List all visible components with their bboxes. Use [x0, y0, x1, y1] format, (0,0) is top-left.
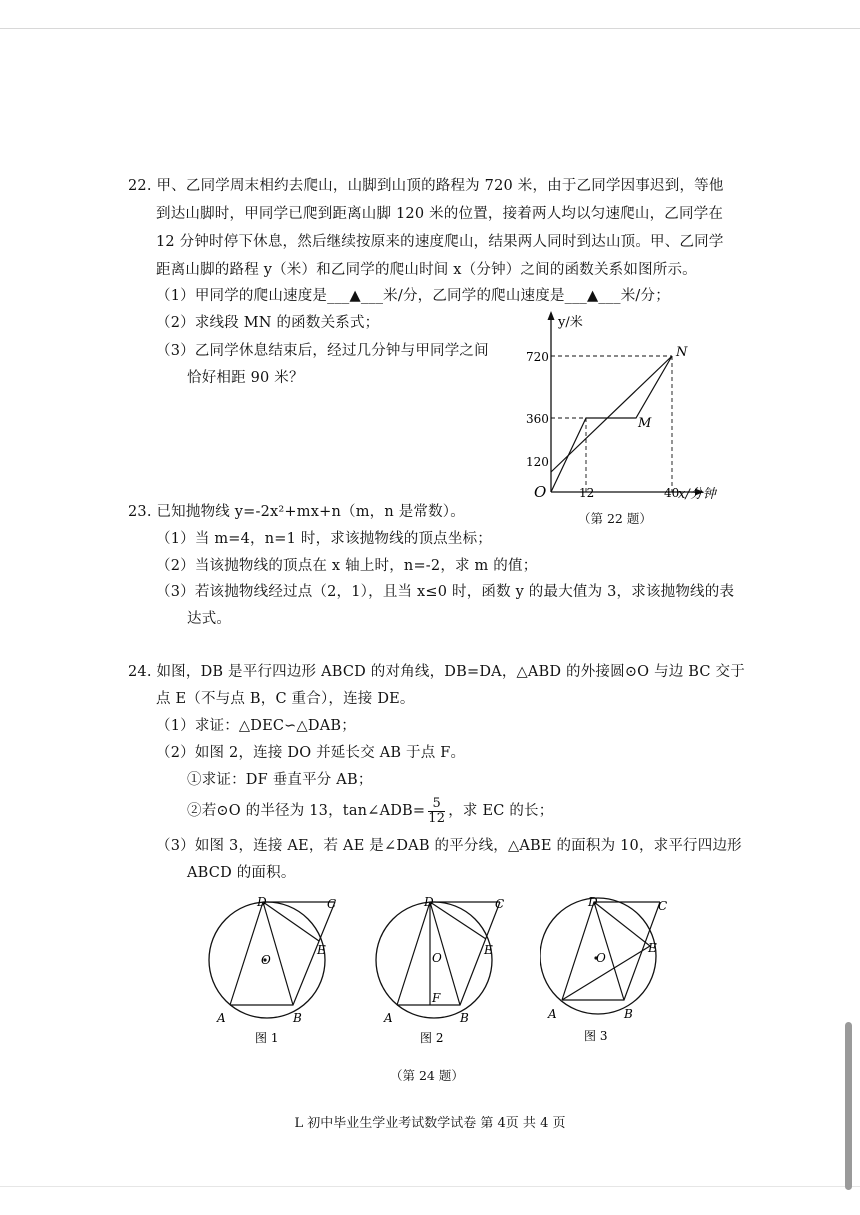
- point-N-label: N: [676, 345, 688, 360]
- fig1-label-E: E: [317, 943, 326, 957]
- fig3-label-B: B: [624, 1007, 633, 1021]
- q24-part-2-ii-tail: ，求 EC 的长；: [448, 803, 554, 819]
- fig2-label-C: C: [495, 897, 505, 911]
- q23-line-1: 23. 已知抛物线 y=-2x²+mx+n（m，n 是常数）。: [128, 504, 465, 520]
- fig3-label-E: E: [648, 941, 657, 955]
- point-M-label: M: [638, 416, 652, 431]
- x-axis-label: x/分钟: [678, 487, 716, 501]
- y-axis-label: y/米: [558, 315, 583, 330]
- q23-part-3: （3）若该抛物线经过点（2，1），且当 x≤0 时，函数 y 的最大值为 3，求该抛物线的表: [156, 584, 735, 600]
- q24-figure-1: [205, 890, 355, 1050]
- q24-part-2: （2）如图 2，连接 DO 并延长交 AB 于点 F。: [156, 745, 466, 761]
- fig2-label-E: E: [484, 943, 493, 957]
- q24-line-1: 24. 如图，DB 是平行四边形 ABCD 的对角线，DB=DA，△ABD 的外接圆⊙O 与边 BC 交于: [128, 664, 745, 680]
- origin-label: O: [534, 483, 547, 501]
- q22-part-3-cont: 恰好相距 90 米？: [187, 370, 304, 386]
- tan-fraction: [428, 797, 445, 826]
- page-footer: L 初中毕业生学业考试数学试卷 第 4页 共 4 页: [294, 1116, 566, 1131]
- q22-line-4: 距离山脚的路程 y（米）和乙同学的爬山时间 x（分钟）之间的函数关系如图所示。: [156, 262, 697, 278]
- q22-line-3: 12 分钟时停下休息，然后继续按原来的速度爬山，结果两人同时到达山顶。甲、乙同学: [156, 234, 724, 250]
- q24-part-2-ii: [187, 795, 553, 827]
- y-tick-120: 120: [526, 455, 549, 469]
- scrollbar-thumb[interactable]: [845, 1022, 852, 1190]
- q24-line-2: 点 E（不与点 B，C 重合），连接 DE。: [156, 691, 415, 707]
- fig3-label-D: D: [588, 895, 598, 909]
- q22-figure-caption: （第 22 题）: [578, 511, 652, 526]
- q23-part-3-cont: 达式。: [187, 611, 232, 627]
- q22-part-2: （2）求线段 MN 的函数关系式；: [156, 315, 380, 331]
- fig1-caption: 图 1: [255, 1031, 279, 1045]
- q24-figure-2: [372, 890, 522, 1050]
- fig2-label-F: F: [432, 991, 441, 1005]
- fig2-caption: 图 2: [420, 1031, 444, 1045]
- q24-figure-3: [540, 890, 690, 1050]
- q22-line-2: 到达山脚时，甲同学已爬到距离山脚 120 米的位置，接着两人均以匀速爬山，乙同学在: [156, 206, 724, 222]
- fig3-label-C: C: [658, 899, 668, 913]
- q22-graph: [520, 306, 720, 501]
- fig2-label-B: B: [460, 1011, 469, 1025]
- fig3-caption: 图 3: [584, 1029, 608, 1043]
- fig1-label-O: O: [261, 953, 271, 967]
- q23-part-2: （2）当该抛物线的顶点在 x 轴上时，n=-2，求 m 的值；: [156, 558, 538, 574]
- fig2-label-O: O: [432, 951, 442, 965]
- x-tick-40: 40: [664, 486, 680, 500]
- q22-line-1: 22. 甲、乙同学周末相约去爬山，山脚到山顶的路程为 720 米，由于乙同学因事迟到，等他: [128, 178, 724, 194]
- q23-part-1: （1）当 m=4，n=1 时，求该抛物线的顶点坐标；: [156, 531, 492, 547]
- y-tick-360: 360: [526, 412, 549, 426]
- x-tick-12: 12: [579, 486, 595, 500]
- q24-part-2-ii-text: ②若⊙O 的半径为 13，tan∠ADB=: [187, 803, 426, 819]
- y-tick-720: 720: [526, 350, 549, 364]
- q24-part-3: （3）如图 3，连接 AE，若 AE 是∠DAB 的平分线，△ABE 的面积为 10，求平行四边形: [156, 838, 742, 854]
- fig3-label-A: A: [548, 1007, 557, 1021]
- q24-figure-caption: （第 24 题）: [390, 1068, 464, 1083]
- frac-numerator: 5: [432, 795, 441, 811]
- fig1-label-C: C: [327, 897, 337, 911]
- fig2-label-D: D: [424, 895, 434, 909]
- top-divider: [0, 28, 860, 29]
- fig1-label-A: A: [217, 1011, 226, 1025]
- q24-part-3-cont: ABCD 的面积。: [187, 865, 296, 881]
- q24-part-1: （1）求证：△DEC∽△DAB；: [156, 718, 356, 734]
- q22-part-1: （1）甲同学的爬山速度是___▲___米/分，乙同学的爬山速度是___▲___米/分；: [156, 288, 670, 304]
- fig3-label-O: O: [596, 951, 606, 965]
- bottom-divider: [0, 1186, 860, 1187]
- q22-part-3: （3）乙同学休息结束后，经过几分钟与甲同学之间: [156, 343, 489, 359]
- fig1-label-D: D: [257, 895, 267, 909]
- fig1-label-B: B: [293, 1011, 302, 1025]
- frac-denominator: 12: [428, 810, 446, 826]
- fig2-label-A: A: [384, 1011, 393, 1025]
- q24-part-2-i: ①求证：DF 垂直平分 AB；: [187, 772, 373, 788]
